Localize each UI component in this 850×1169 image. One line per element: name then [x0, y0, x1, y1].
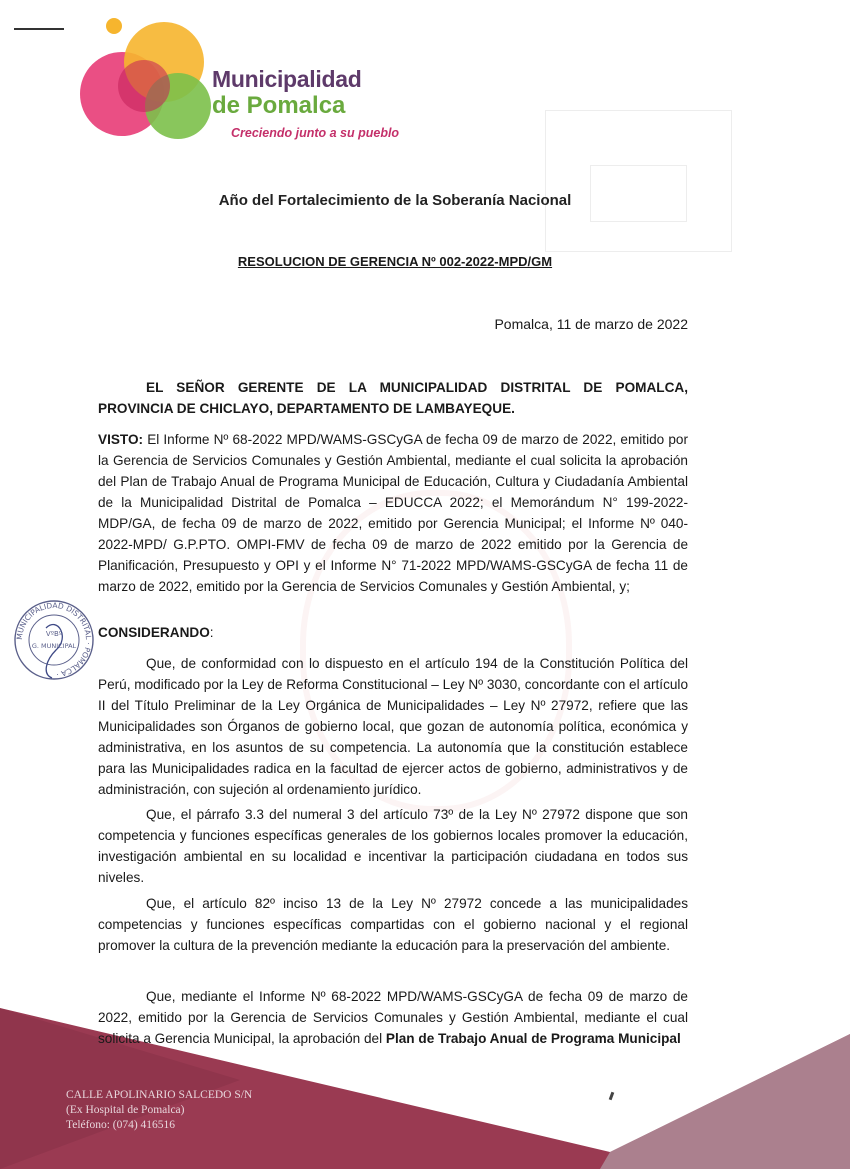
considerando-p4-bold: Plan de Trabajo Anual de Programa Municipal: [385, 1031, 681, 1046]
footer-contact: [66, 1088, 252, 1133]
stamp-ring-text: MUNICIPALIDAD DISTRITAL · POMALCA ·: [14, 600, 94, 679]
footer-reference: (Ex Hospital de Pomalca): [66, 1104, 185, 1116]
preamble-text: EL SEÑOR GERENTE DE LA MUNICIPALIDAD DISTRITAL DE POMALCA, PROVINCIA DE CHICLAYO, DEPARTAMENTO DE LAMBAYEQUE.: [98, 380, 688, 416]
stamp-center-top: VºBº: [45, 630, 63, 638]
logo-tagline: Creciendo junto a su pueblo: [231, 126, 400, 140]
considerando-colon: :: [209, 625, 214, 640]
footer-phone: Teléfono: (074) 416516: [66, 1119, 176, 1131]
logo-org-line1: Municipalidad: [212, 66, 362, 92]
footer-address: CALLE APOLINARIO SALCEDO S/N: [66, 1089, 253, 1101]
place-date: Pomalca, 11 de marzo de 2022: [494, 316, 688, 332]
considerando-p1-text: Que, de conformidad con lo dispuesto en el artículo 194 de la Constitución Política del Perú, modificado por la Ley de Reforma Constitucional – Ley Nº 3030, concordante con el artículo II del Título Preliminar de la Ley Orgánica de Municipalidades – Ley Nº 27972, refiere que las Municipalidades son Órganos de gobierno local, que gozan de autonomía política, económica y administrativa, en los asuntos de su competencia. La autonomía que la constitución establece para las Municipalidades radica en la facultad de ejercer actos de gobierno, administrativos y de administración, con sujeción al ordenamiento jurídico.: [98, 656, 688, 797]
visto-label: VISTO:: [98, 432, 144, 447]
stamp-seal-icon: [12, 598, 96, 682]
considerando-label: CONSIDERANDO: [98, 625, 210, 640]
stamp-center-mid: G. MUNICIPAL: [31, 642, 77, 650]
year-title: Año del Fortalecimiento de la Soberanía Nacional: [218, 192, 572, 209]
visto-text: El Informe Nº 68-2022 MPD/WAMS-GSCyGA de fecha 09 de marzo de 2022, emitido por la Gerencia de Servicios Comunales y Gestión Ambiental, mediante el cual solicita la aprobación del Plan de Trabajo Anual de Programa Municipal de Educación, Cultura y Ciudadanía Ambiental de la Municipalidad Distrital de Pomalca – EDUCCA 2022; el Memorándum N° 199-2022-MDP/GA, de fecha 09 de marzo de 2022, emitido por Gerencia Municipal; el Informe Nº 040-2022-MPD/ G.P.PTO. OMPI-FMV de fecha 09 de marzo de 2022 emitido por la Gerencia de Planificación, Presupuesto y OPI y el Informe N° 71-2022 MPD/WAMS-GSCyGA de fecha 11 de marzo de 2022, emitido por la Gerencia de Servicios Comunales y Gestión Ambiental, y;: [98, 432, 688, 594]
considerando-p4: [98, 986, 688, 1049]
considerando-p4-text: Que, mediante el Informe Nº 68-2022 MPD/WAMS-GSCyGA de fecha 09 de marzo de 2022, emitido por la Gerencia de Servicios Comunales y Gestión Ambiental, mediante el cual solicita a Gerencia Municipal, la aprobación del: [98, 989, 688, 1046]
resolution-title: RESOLUCION DE GERENCIA Nº 002-2022-MPD/GM: [237, 254, 553, 269]
considerando-p2-text: Que, el párrafo 3.3 del numeral 3 del artículo 73º de la Ley Nº 27972 dispone que son competencia y funciones específicas generales de los gobiernos locales promover la educación, investigación ambiental en su localidad e incentivar la participación ciudadana en todos sus niveles.: [98, 807, 688, 885]
considerando-p3-text: Que, el artículo 82º inciso 13 de la Ley Nº 27972 concede a las municipalidades competencias y funciones específicas compartidas con el gobierno nacional y el regional promover la cultura de la prevención mediante la educación para la preservación del ambiente.: [98, 896, 688, 953]
logo-org-line2: de Pomalca: [212, 92, 346, 119]
